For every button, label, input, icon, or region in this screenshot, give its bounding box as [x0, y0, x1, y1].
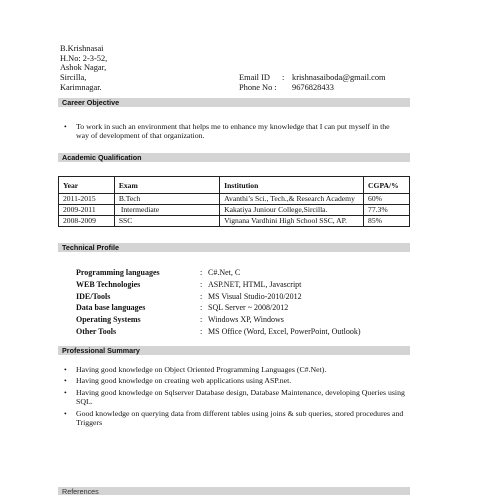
- technical-profile-heading: Technical Profile: [58, 243, 410, 252]
- skill-value: Windows XP, Windows: [208, 315, 284, 325]
- list-item: Other Tools : MS Office (Word, Excel, PowerPoint, Outlook): [76, 326, 361, 336]
- column-header: CGPA/%: [364, 177, 410, 194]
- table-cell: Intermediate: [114, 205, 219, 216]
- table-cell: SSC: [114, 216, 219, 227]
- contact-block: [239, 73, 386, 92]
- table-row: [59, 194, 410, 205]
- table-row: [59, 205, 410, 216]
- list-item: • Good knowledge on querying data from different tables using joins & sub queries, stored procedures and Triggers: [62, 409, 412, 428]
- skill-value: ASP.NET, HTML, Javascript: [208, 279, 302, 289]
- table-cell: Vignana Vardhini High School SSC, AP.: [220, 216, 364, 227]
- list-item: • Having good knowledge on creating web applications using ASP.net.: [62, 376, 412, 385]
- address-line: Ashok Nagar,: [60, 63, 107, 73]
- table-header-row: [59, 177, 410, 194]
- phone-row: [239, 83, 386, 93]
- address-line: Sircilla,: [60, 73, 87, 83]
- list-item: • Having good knowledge on Object Oriented Programming Languages (C#.Net).: [62, 365, 412, 374]
- candidate-name: B.Krishnasai: [60, 44, 104, 53]
- phone-value: 9676828433: [292, 82, 334, 92]
- list-item: • Having good knowledge on Sqlserver Database design, Database Maintenance, developing Queries using SQL.: [62, 388, 412, 407]
- email-label: Email ID: [239, 73, 270, 82]
- colon: :: [282, 73, 285, 82]
- email-row: [239, 73, 386, 83]
- academic-heading: Academic Qualification: [58, 153, 410, 162]
- skill-value: C#.Net, C: [208, 268, 241, 277]
- list-item: WEB Technologies : ASP.NET, HTML, Javascript: [76, 279, 302, 289]
- references-heading: References: [58, 487, 410, 495]
- address-block: [60, 44, 107, 93]
- professional-summary-heading: Professional Summary: [58, 346, 410, 355]
- skill-label: Operating Systems: [76, 315, 141, 325]
- list-item: • To work in such an environment that helps me to enhance my knowledge that I can put myself in the way of development of that organization.: [62, 122, 422, 141]
- skill-label: Programming languages: [76, 268, 160, 277]
- table-cell: 2009-2011: [59, 205, 115, 216]
- professional-summary-list: [62, 365, 412, 427]
- technical-profile-list: [76, 267, 361, 338]
- academic-table: [58, 176, 410, 227]
- skill-label: IDE/Tools: [76, 291, 111, 301]
- table-cell: 60%: [364, 194, 410, 205]
- list-item: IDE/Tools : MS Visual Studio-2010/2012: [76, 291, 302, 301]
- skill-value: SQL Server ~ 2008/2012: [208, 303, 289, 313]
- table-cell: Kakatiya Juniour College,Sircilla.: [220, 205, 364, 216]
- table-row: [59, 216, 410, 227]
- table-cell: Avanthi’s Sci., Tech.,& Research Academy: [220, 194, 364, 205]
- column-header: Institution: [220, 177, 364, 194]
- table-cell: 85%: [364, 216, 410, 227]
- skill-label: WEB Technologies: [76, 279, 141, 289]
- column-header: Year: [59, 177, 115, 194]
- list-item: Operating Systems : Windows XP, Windows: [76, 315, 284, 325]
- career-objective-text: [62, 122, 422, 141]
- address-line: H.No: 2-3-52,: [60, 53, 108, 63]
- table-cell: B.Tech: [114, 194, 219, 205]
- column-header: Exam: [114, 177, 219, 194]
- table-cell: 2011-2015: [59, 194, 115, 205]
- list-item: Programming languages : C#.Net, C: [76, 268, 241, 277]
- email-value: krishnasaiboda@gmail.com: [292, 73, 386, 82]
- table-cell: 2008-2009: [59, 216, 115, 227]
- address-line: Karimnagar.: [60, 82, 102, 92]
- phone-label: Phone No :: [239, 82, 277, 92]
- skill-label: Data base languages: [76, 303, 146, 313]
- list-item: Data base languages : SQL Server ~ 2008/2012: [76, 303, 289, 313]
- skill-value: MS Visual Studio-2010/2012: [208, 291, 302, 301]
- skill-value: MS Office (Word, Excel, PowerPoint, Outlook): [208, 326, 361, 336]
- table-cell: 77.3%: [364, 205, 410, 216]
- skill-label: Other Tools: [76, 326, 117, 336]
- career-objective-heading: Career Objective: [58, 98, 410, 107]
